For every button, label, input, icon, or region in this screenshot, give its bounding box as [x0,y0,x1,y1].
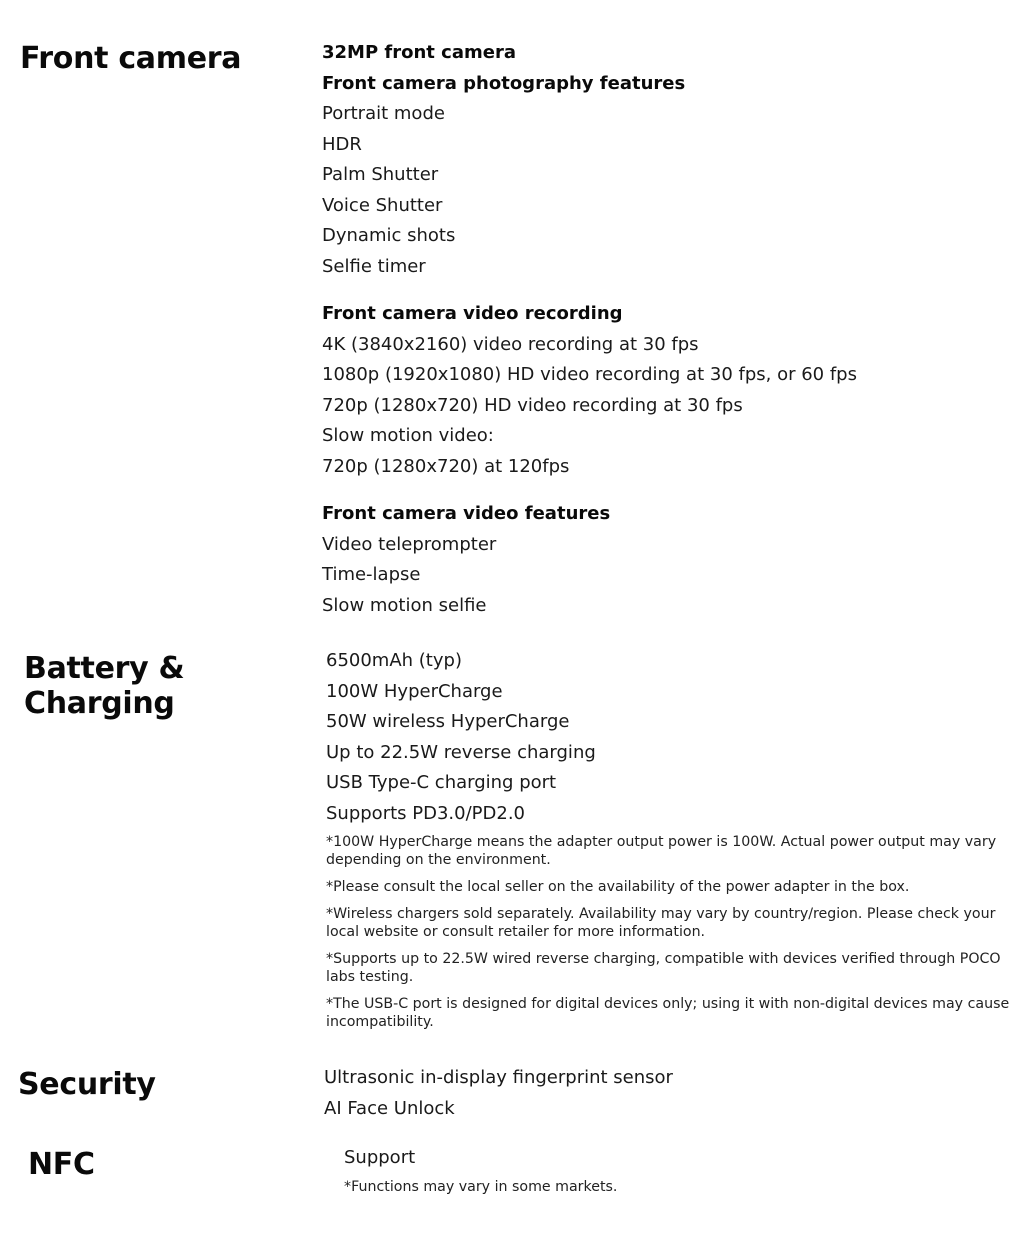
front-camera-specs [322,38,857,621]
video-recording-item: 720p (1280x720) at 120fps [322,455,570,477]
battery-spec-item: USB Type-C charging port [326,772,557,793]
battery-charging-heading [24,651,184,721]
photo-feature-item: Palm Shutter [322,164,439,185]
nfc-heading: NFC [28,1147,95,1182]
video-recording-item: 1080p (1920x1080) HD video recording at 30 fps, or 60 fps [322,364,857,385]
video-recording-item: Slow motion video: [322,425,494,446]
video-recording-item: 720p (1280x720) HD video recording at 30 fps [322,394,743,416]
video-recording-item: 4K (3840x2160) video recording at 30 fps [322,333,699,355]
photo-feature-item: HDR [322,133,362,155]
battery-heading-line1: Battery & [24,651,185,686]
section-gap [322,482,857,499]
video-feature-item: Slow motion selfie [322,594,487,616]
front-camera-heading: Front camera [20,41,242,76]
security-item: Ultrasonic in-display fingerprint sensor [324,1067,673,1088]
front-camera-resolution: 32MP front camera [322,42,516,63]
battery-spec-item: 6500mAh (typ) [326,650,462,671]
photo-features-heading: Front camera photography features [322,72,686,94]
security-heading: Security [18,1067,156,1102]
nfc-footnote: *Functions may vary in some markets. [344,1178,618,1195]
battery-footnote: *The USB-C port is designed for digital devices only; using it with non-digital devices may cause incompatibility. [326,996,1010,1030]
battery-footnote: *Wireless chargers sold separately. Availability may vary by country/region. Please check your local website or consult retailer for more information. [326,906,996,940]
photo-feature-item: Dynamic shots [322,225,456,246]
nfc-specs [344,1143,1024,1205]
photo-feature-item: Voice Shutter [322,194,443,216]
battery-specs [326,646,1016,1040]
video-features-heading: Front camera video features [322,503,611,524]
section-gap [322,282,857,299]
battery-footnote: *100W HyperCharge means the adapter output power is 100W. Actual power output may vary depending on the environment. [326,834,997,868]
battery-spec-item: Supports PD3.0/PD2.0 [326,802,526,824]
battery-footnote: *Please consult the local seller on the availability of the power adapter in the box. [326,879,910,895]
battery-spec-item: 100W HyperCharge [326,680,503,702]
battery-spec-item: 50W wireless HyperCharge [326,711,570,732]
photo-feature-item: Selfie timer [322,255,426,277]
security-item: AI Face Unlock [324,1097,455,1119]
photo-feature-item: Portrait mode [322,103,445,124]
video-recording-heading: Front camera video recording [322,303,623,324]
battery-heading-line2: Charging [24,686,175,721]
security-specs [324,1063,673,1124]
nfc-value: Support [344,1147,416,1168]
video-feature-item: Video teleprompter [322,533,497,555]
video-feature-item: Time-lapse [322,564,421,585]
battery-footnote: *Supports up to 22.5W wired reverse charging, compatible with devices verified through POCO labs testing. [326,951,1001,985]
battery-spec-item: Up to 22.5W reverse charging [326,741,596,763]
